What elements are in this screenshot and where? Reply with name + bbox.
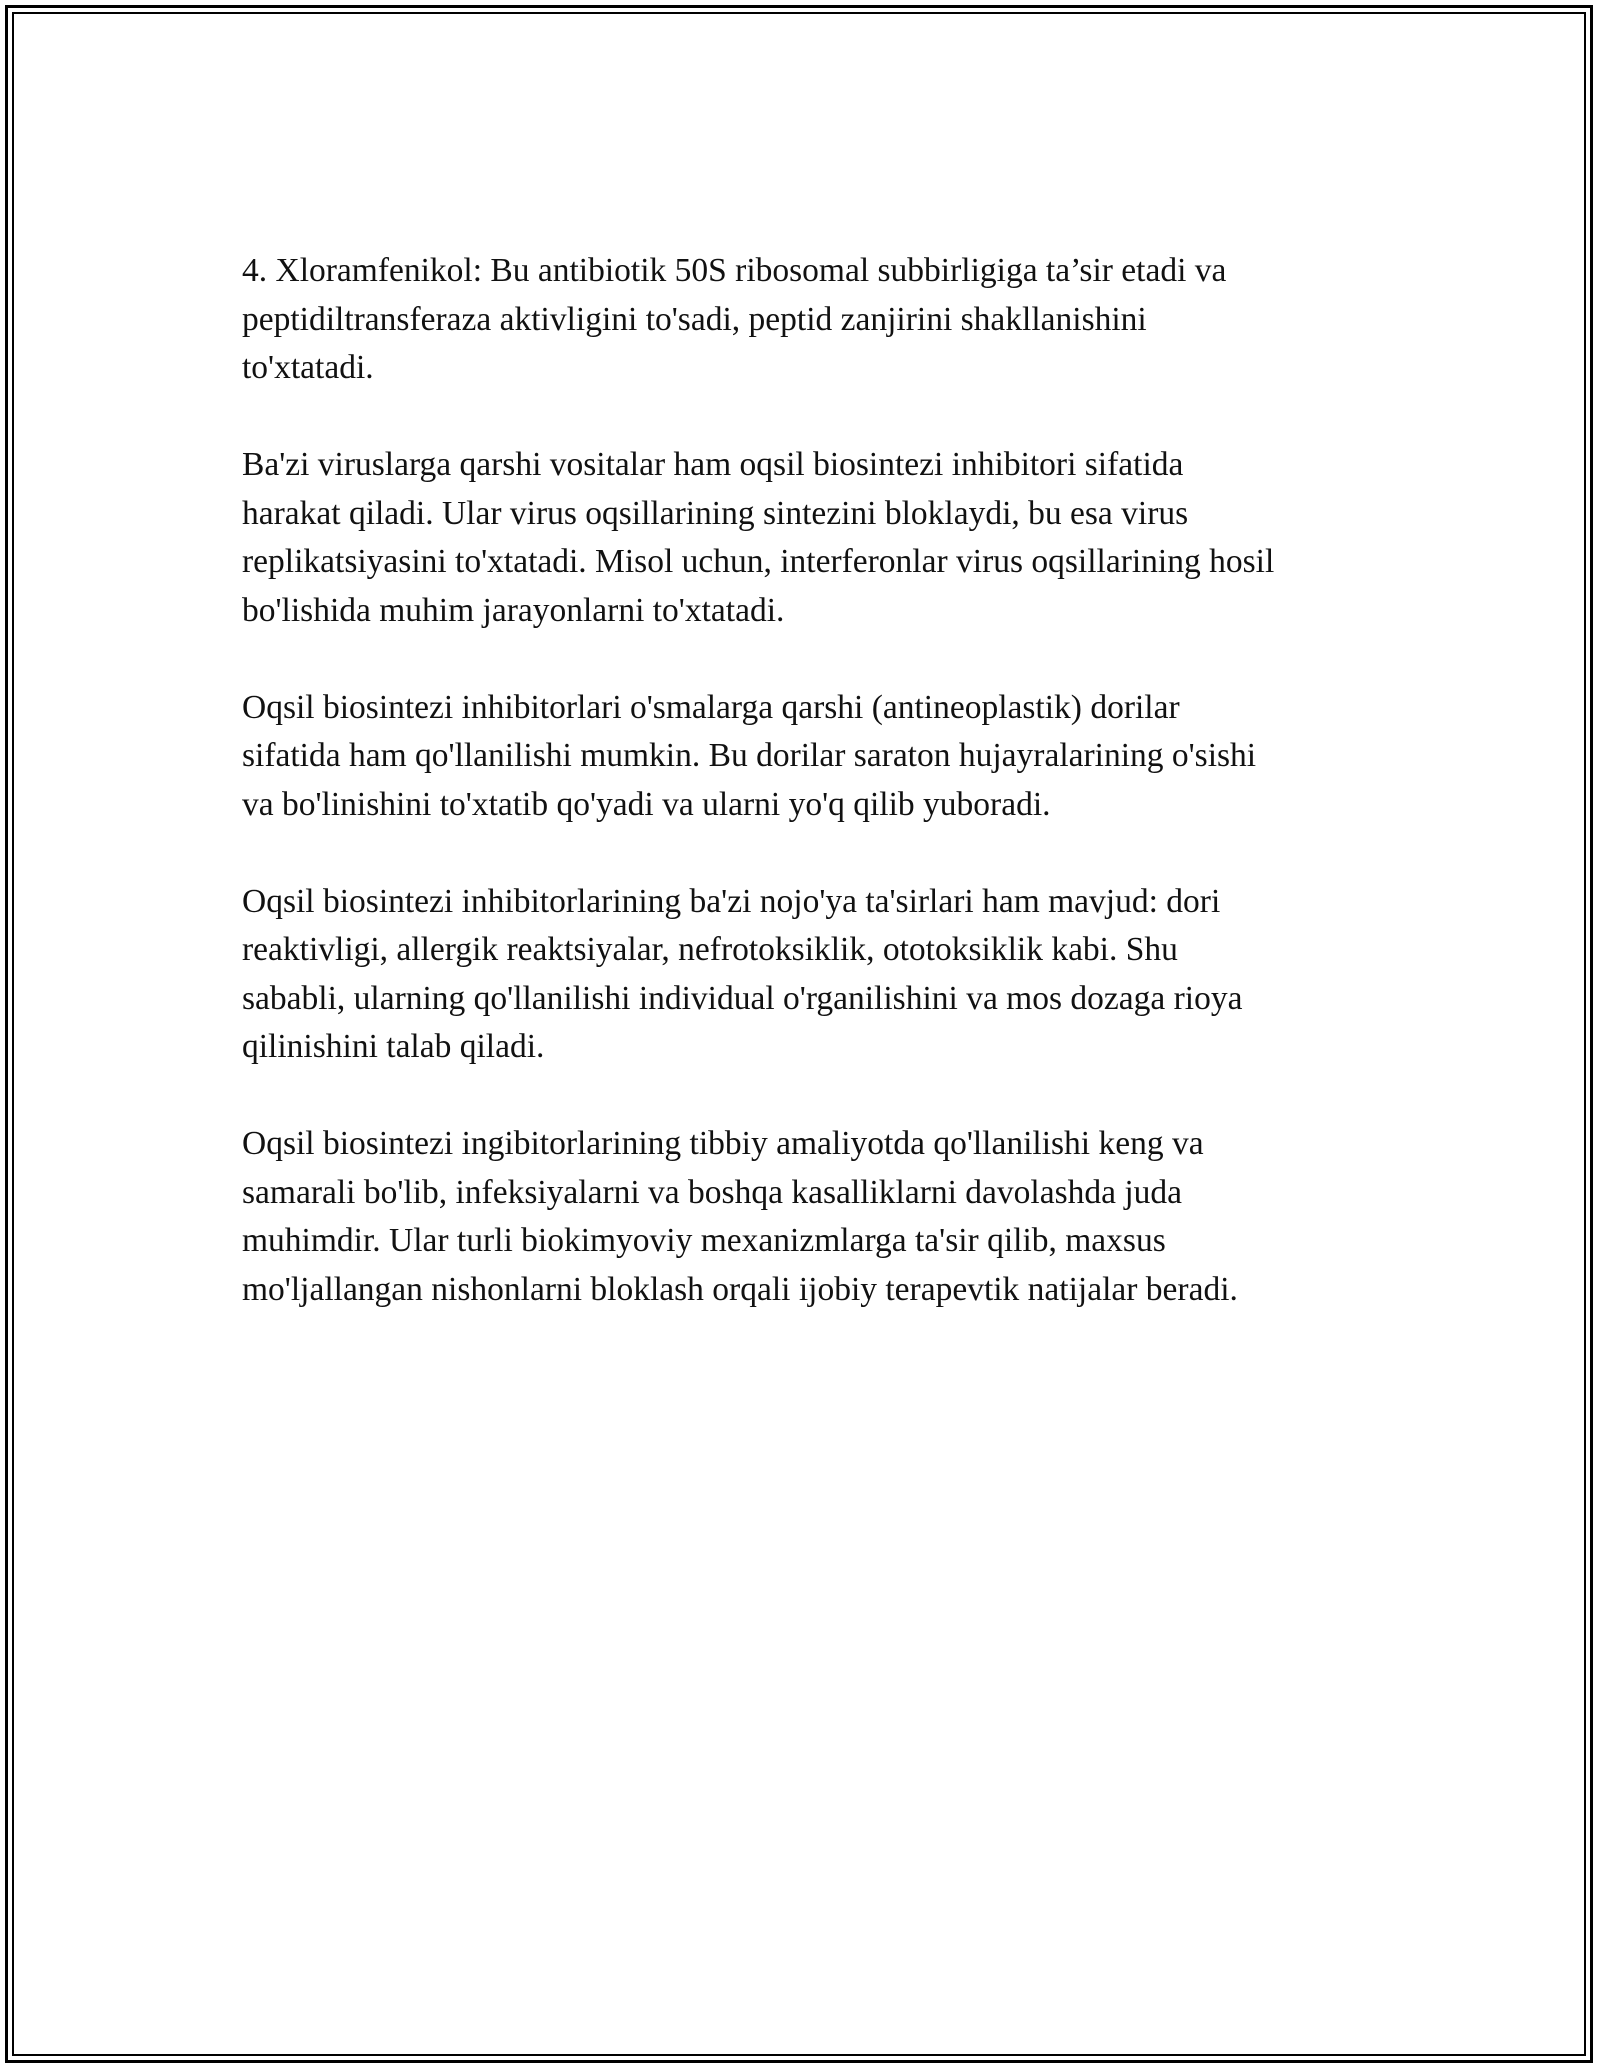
text-line: Ba'zi viruslarga qarshi vositalar ham oqsil biosintezi inhibitori sifatida xyxy=(242,446,1184,483)
text-line: 4. Xloramfenikol: Bu antibiotik 50S ribosomal subbirligiga ta’sir etadi va xyxy=(242,252,1227,289)
page-inner-border xyxy=(12,12,1586,2056)
text-line: bo'lishida muhim jarayonlarni to'xtatadi. xyxy=(242,591,785,629)
text-line: Oqsil biosintezi inhibitorlarining ba'zi nojo'ya ta'sirlari ham mavjud: dori xyxy=(242,882,1221,920)
text-line: sifatida ham qo'llanilishi mumkin. Bu dorilar saraton hujayralarining o'sishi xyxy=(242,737,1257,774)
paragraph-antiviral xyxy=(242,441,1392,635)
paragraph-side-effects xyxy=(242,878,1392,1072)
text-line: replikatsiyasini to'xtatadi. Misol uchun, interferonlar virus oqsillarining hosil xyxy=(242,543,1275,580)
paragraph-antineoplastic xyxy=(242,684,1392,830)
text-line: mo'ljallangan nishonlarni bloklash orqali ijobiy terapevtik natijalar beradi. xyxy=(242,1270,1238,1308)
page-outer-border xyxy=(5,5,1593,2063)
paragraph-chloramphenicol xyxy=(242,247,1392,393)
text-line: Oqsil biosintezi inhibitorlari o'smalarga qarshi (antineoplastik) dorilar xyxy=(242,688,1180,726)
text-line: reaktivligi, allergik reaktsiyalar, nefrotoksiklik, ototoksiklik kabi. Shu xyxy=(242,931,1178,968)
text-line: va bo'linishini to'xtatib qo'yadi va ularni yo'q qilib yuboradi. xyxy=(242,785,1051,823)
paragraph-conclusion xyxy=(242,1120,1392,1314)
text-line: qilinishini talab qiladi. xyxy=(242,1028,545,1065)
text-line: samarali bo'lib, infeksiyalarni va boshqa kasalliklarni davolashda juda xyxy=(242,1173,1183,1211)
text-line: Oqsil biosintezi ingibitorlarining tibbiy amaliyotda qo'llanilishi keng va xyxy=(242,1125,1204,1162)
text-line: peptidiltransferaza aktivligini to'sadi, peptid zanjirini shakllanishini xyxy=(242,300,1147,338)
text-line: muhimdir. Ular turli biokimyoviy mexanizmlarga ta'sir qilib, maxsus xyxy=(242,1222,1166,1259)
text-line: to'xtatadi. xyxy=(242,349,374,386)
document-body xyxy=(242,247,1392,1314)
text-line: sababli, ularning qo'llanilishi individual o'rganilishini va mos dozaga rioya xyxy=(242,979,1243,1017)
text-line: harakat qiladi. Ular virus oqsillarining sintezini bloklaydi, bu esa virus xyxy=(242,494,1189,532)
